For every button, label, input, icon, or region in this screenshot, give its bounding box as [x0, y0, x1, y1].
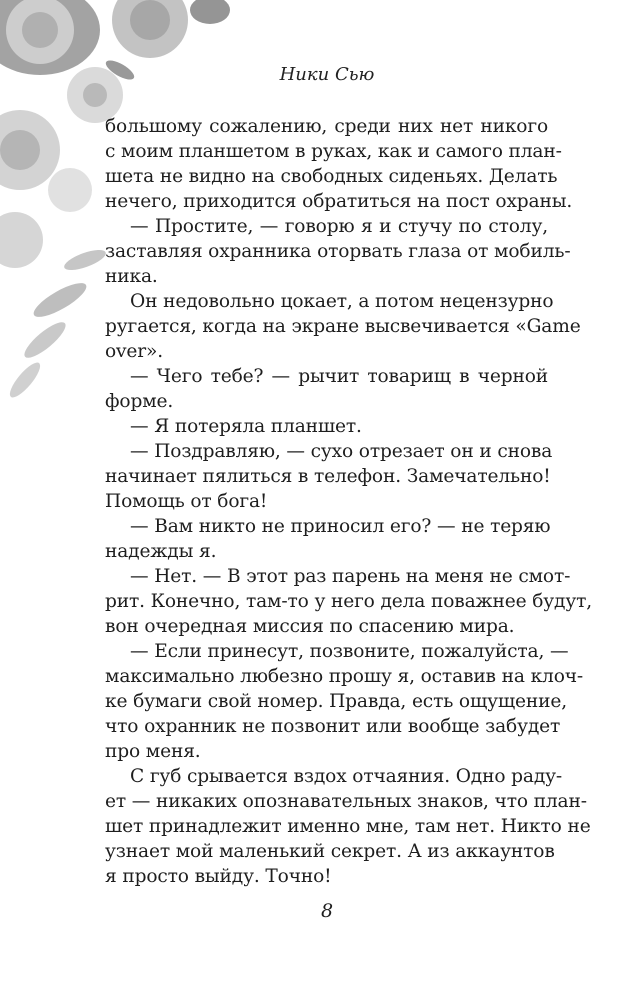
text-line: узнает мой маленький секрет. А из аккаунтов — [105, 841, 555, 862]
text-line: С губ срывается вздох отчаяния. Одно раду- — [130, 766, 563, 787]
text-line: заставляя охранника оторвать глаза от мобиль- — [105, 241, 571, 262]
text-line: ке бумаги свой номер. Правда, есть ощущение, — [105, 691, 567, 712]
page-number: 8 — [320, 900, 334, 922]
running-head-author: Ники Сью — [279, 64, 375, 85]
text-line: — Я потеряла планшет. — [130, 416, 362, 437]
text-line: — Простите, — говорю я и стучу по столу, — [130, 216, 548, 237]
text-line: я просто выйду. Точно! — [105, 866, 332, 887]
text-line: Он недовольно цокает, а потом нецензурно — [130, 291, 554, 312]
text-line: ругается, когда на экране высвечивается «Game — [105, 316, 581, 337]
text-line: большому сожалению, среди них нет никого — [105, 116, 548, 137]
text-line: с моим планшетом в руках, как и самого план- — [105, 141, 562, 162]
text-line: нечего, приходится обратиться на пост охраны. — [105, 191, 573, 212]
text-line: ет — никаких опознавательных знаков, что план- — [105, 791, 587, 812]
text-line: — Чего тебе? — рычит товарищ в черной — [130, 366, 548, 387]
text-line: максимально любезно прошу я, оставив на клоч- — [105, 666, 584, 687]
text-line: начинает пялиться в телефон. Замечательно! — [105, 466, 551, 487]
text-line: — Поздравляю, — сухо отрезает он и снова — [130, 441, 553, 462]
body-text — [105, 114, 593, 889]
text-line: шета не видно на свободных сиденьях. Делать — [105, 166, 558, 187]
text-line: что охранник не позвонит или вообще забудет — [105, 716, 561, 737]
text-line: — Нет. — В этот раз парень на меня не смот- — [130, 566, 571, 587]
text-line: over». — [105, 341, 163, 362]
text-line: ника. — [105, 266, 158, 287]
text-line: — Вам никто не приносил его? — не теряю — [130, 516, 551, 537]
text-line: про меня. — [105, 741, 201, 762]
text-line: Помощь от бога! — [105, 491, 268, 512]
text-line: вон очередная миссия по спасению мира. — [105, 616, 515, 637]
text-line: рит. Конечно, там-то у него дела поважнее будут, — [105, 591, 593, 612]
text-line: надежды я. — [105, 541, 217, 562]
text-line: шет принадлежит именно мне, там нет. Никто не — [105, 816, 591, 837]
text-line: форме. — [105, 391, 174, 412]
text-line: — Если принесут, позвоните, пожалуйста, — — [130, 641, 569, 662]
